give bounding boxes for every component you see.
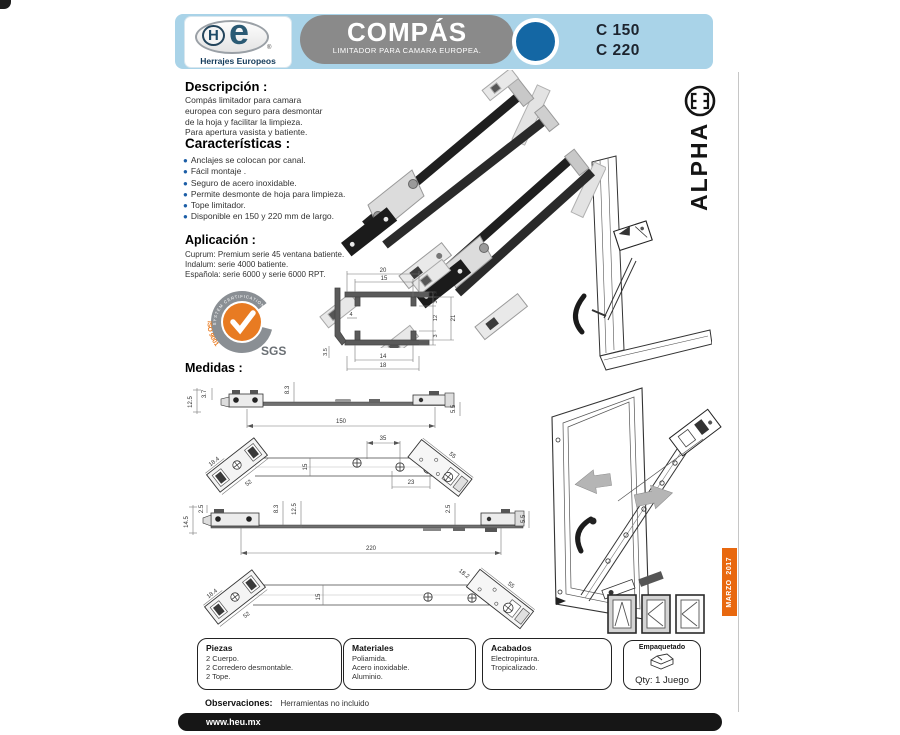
dim-label: 150 [335, 419, 347, 425]
dim-label: 220 [365, 546, 377, 552]
company-name: Herrajes Europeos [200, 56, 276, 66]
title-pill [300, 15, 514, 64]
bullet-icon: ● [183, 212, 188, 222]
descripcion-line: Compás limitador para camara [185, 95, 302, 105]
dim-label: 2.5 [446, 504, 452, 514]
bullet-icon: ● [183, 167, 188, 177]
acabados-line: Tropicalizado. [491, 663, 538, 672]
sgs-orange-disc [223, 303, 261, 341]
piezas-line: 2 Cuerpo. [206, 654, 239, 663]
dim-label: 4 [349, 312, 353, 318]
profile-section-drawing [323, 266, 465, 374]
page-corner-mark [0, 0, 11, 9]
dim-label: 8.3 [285, 385, 291, 395]
dim-label: 14 [379, 354, 387, 360]
sgs-arc-text: SYSTEM CERTIFICATION [211, 293, 266, 326]
dim-label: 20 [379, 268, 387, 274]
descripcion-heading: Descripción : [185, 79, 268, 94]
bullet-icon: ● [183, 189, 188, 199]
materiales-title: Materiales [352, 643, 394, 653]
window-type-icons [607, 593, 707, 637]
materiales-line: Poliamida. [352, 654, 388, 663]
iso-label: ISO 9001 [205, 320, 220, 348]
feature-text: Permite desmonte de hoja para limpieza. [190, 188, 346, 199]
feature-text: Seguro de acero inoxidable. [190, 177, 297, 188]
acabados-line: Electropintura. [491, 654, 540, 663]
sgs-label: SGS [261, 344, 287, 358]
aplicacion-line: Española: serie 6000 y serie 6000 RPT. [185, 270, 326, 280]
alpha-logo-icon [683, 84, 717, 118]
c220-side-body [203, 509, 524, 532]
sgs-iso-badge [203, 289, 287, 361]
side-view-150-drawing [185, 376, 475, 432]
dim-label: 3 [433, 334, 439, 338]
dim-label: 3.5 [323, 348, 329, 356]
caracteristicas-heading: Características : [185, 136, 291, 151]
window-icon-side-hung-open [676, 595, 704, 633]
model-dot-ring [512, 18, 559, 65]
aplicacion-heading: Aplicación : [185, 233, 256, 247]
dim-label: 5.5 [521, 514, 527, 524]
feature-text: Tope limitador. [190, 200, 246, 211]
empaquetado-box [623, 640, 701, 690]
dim-label: 12 [433, 314, 439, 322]
window-icon-side-hung [642, 595, 670, 633]
he-logo [185, 11, 291, 67]
piezas-line: 2 Tope. [206, 672, 231, 681]
dim-label: 15 [316, 593, 322, 601]
piezas-title: Piezas [206, 643, 233, 653]
he-logo-e: e [229, 11, 250, 52]
feature-text: Fácil montaje . [190, 166, 247, 177]
empaquetado-title: Empaquetado [638, 644, 686, 651]
dim-label: 55 [505, 581, 515, 591]
descripcion-line: Para apertura vasista y batiente. [185, 127, 308, 138]
dim-label: 21 [451, 314, 457, 322]
rivet-marks [424, 593, 476, 602]
dim-label: 55 [447, 451, 457, 461]
product-subtitle: LIMITADOR PARA CAMARA EUROPEA. [332, 46, 482, 55]
he-logo-h: H [202, 25, 225, 46]
materiales-line: Acero inoxidable. [352, 663, 410, 672]
dim-label: 52 [244, 479, 254, 488]
model-c150: C 150 [596, 22, 640, 39]
dim-label: 5.5 [451, 404, 457, 414]
window-icon-tilt [608, 595, 636, 633]
piezas-line: 2 Corredero desmontable. [206, 663, 294, 672]
registered-mark: ® [267, 45, 272, 51]
dim-label: 18.4 [206, 588, 219, 601]
model-codes [596, 21, 640, 61]
dim-label: 3 [433, 300, 439, 304]
side-view-220-drawing [183, 495, 545, 557]
dim-label: 18 [379, 363, 387, 369]
date-tab-text: MARZO 2017 [726, 556, 733, 608]
descripcion-line: europea con seguro para desmontar [185, 105, 323, 116]
dim-label: 23 [407, 480, 415, 486]
medidas-heading: Medidas : [185, 361, 243, 375]
dim-label: 14.5 [184, 516, 190, 528]
dim-label: 12.5 [188, 396, 194, 408]
footer-url: www.heu.mx [206, 717, 261, 727]
feature-text: Disponible en 150 y 220 mm de largo. [190, 211, 335, 222]
aplicacion-line: Indalum: serie 4000 batiente. [185, 260, 289, 270]
materiales-line: Aluminio. [352, 672, 383, 681]
product-title: COMPÁS [346, 17, 468, 47]
acabados-box [482, 638, 612, 690]
observaciones-text: Herramientas no incluido [280, 699, 370, 708]
model-c220: C 220 [596, 42, 640, 59]
top-view-220-drawing [195, 557, 540, 635]
sash-top-anchor [669, 409, 721, 455]
dim-label: 12.5 [292, 503, 298, 515]
dim-label: 2.5 [199, 504, 205, 514]
dim-label: 15 [380, 276, 388, 282]
acabados-title: Acabados [491, 643, 532, 653]
empaquetado-qty: Qty: 1 Juego [635, 675, 689, 686]
dim-label: 18.4 [208, 456, 221, 469]
aplicacion-line: Cuprum: Premium serie 45 ventana batiente. [185, 250, 345, 259]
c150-left-anchor [202, 432, 276, 504]
bullet-icon: ● [183, 178, 188, 188]
bullet-icon: ● [183, 156, 188, 165]
observaciones-label: Observaciones: [205, 698, 273, 708]
dim-label: 8.3 [274, 504, 280, 514]
dim-label: 35 [379, 436, 387, 442]
dim-label: 2.5 [433, 291, 439, 299]
model-dot [516, 22, 555, 61]
dim-label: 52 [242, 611, 252, 620]
descripcion-text [185, 95, 323, 138]
c150-side-body [221, 390, 454, 407]
piezas-box [197, 638, 342, 690]
bullet-icon: ● [183, 201, 188, 211]
materiales-box [343, 638, 476, 690]
box-icon [648, 652, 676, 670]
descripcion-line: de la hoja y facilitar la limpieza. [185, 116, 303, 127]
dim-label: 18.2 [457, 568, 471, 581]
feature-text: Anclajes se colocan por canal. [190, 155, 306, 165]
footer-bar [178, 713, 722, 731]
dim-label: 3.7 [202, 389, 208, 399]
observaciones [205, 698, 369, 708]
page-edge-line [738, 72, 739, 712]
c220-left-anchor [200, 564, 274, 635]
alpha-brand-text: ALPHA [686, 121, 712, 211]
compass-hardware [614, 221, 653, 251]
dim-label: 15 [303, 463, 309, 471]
compass-assembly-left [341, 78, 559, 289]
